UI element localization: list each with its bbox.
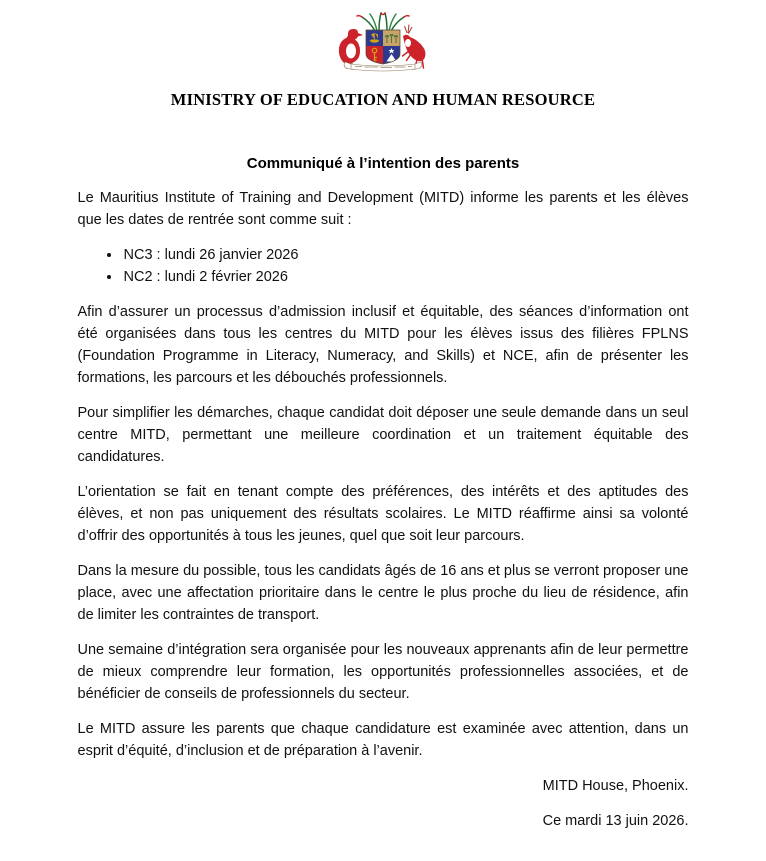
document-body	[78, 187, 689, 832]
dodo-supporter	[339, 29, 363, 69]
paragraph-single-application: Pour simplifier les démarches, chaque candidat doit déposer une seule demande dans un seul centre MITD, permettant une meilleure coordination et un traitement équitable des candidatures.	[77, 405, 689, 465]
signoff-date: Ce mardi 13 juin 2026.	[542, 813, 689, 829]
emblem-container	[0, 0, 766, 82]
sugarcane-fronds	[357, 13, 409, 31]
paragraph-assurance: Le MITD assure les parents que chaque candidature est examinée avec attention, dans un esprit d’équité, d’inclusion et de préparation à l’avenir.	[77, 721, 689, 759]
paragraph-integration-week: Une semaine d’intégration sera organisée pour les nouveaux apprenants afin de leur permettre de mieux comprendre leur formation, les opportunités professionnelles associées, et de bénéficier de conseils de professionnels du secteur.	[77, 642, 689, 702]
mauritius-coat-of-arms-icon	[333, 12, 433, 80]
quartered-shield	[366, 30, 400, 66]
ministry-title: MINISTRY OF EDUCATION AND HUMAN RESOURCE	[170, 90, 596, 109]
document-title: Communiqué à l’intention des parents	[246, 155, 520, 172]
list-item-nc2: • NC2 : lundi 2 février 2026	[122, 266, 689, 288]
paragraph-orientation: L’orientation se fait en tenant compte des préférences, des intérêts et des aptitudes des élèves, et non pas uniquement des résultats scolaires. Le MITD réaffirme ainsi sa volonté d’offrir des opportunités à tous les jeunes, quel que soit leur parcours.	[77, 484, 689, 544]
rentree-dates-list	[78, 244, 689, 288]
intro-paragraph: Le Mauritius Institute of Training and Development (MITD) informe les parents et les élèves que les dates de rentrée sont comme suit :	[77, 190, 689, 228]
signoff-location: MITD House, Phoenix.	[542, 778, 689, 794]
list-item-nc3: • NC3 : lundi 26 janvier 2026	[122, 244, 689, 266]
deer-supporter	[403, 25, 426, 69]
paragraph-placement: Dans la mesure du possible, tous les candidats âgés de 16 ans et plus se verront proposer une place, avec une affectation prioritaire dans le centre le plus proche du lieu de résidence, afin de limiter les contraintes de transport.	[77, 563, 689, 623]
paragraph-admission-process: Afin d’assurer un processus d’admission inclusif et équitable, des séances d’information ont été organisées dans tous les centres du MITD pour les élèves issus des filières FPLNS (Foundation Programme in Literacy, Numeracy, and Skills) et NCE, afin de présenter les formations, les parcours et les débouchés professionnels.	[77, 304, 689, 386]
